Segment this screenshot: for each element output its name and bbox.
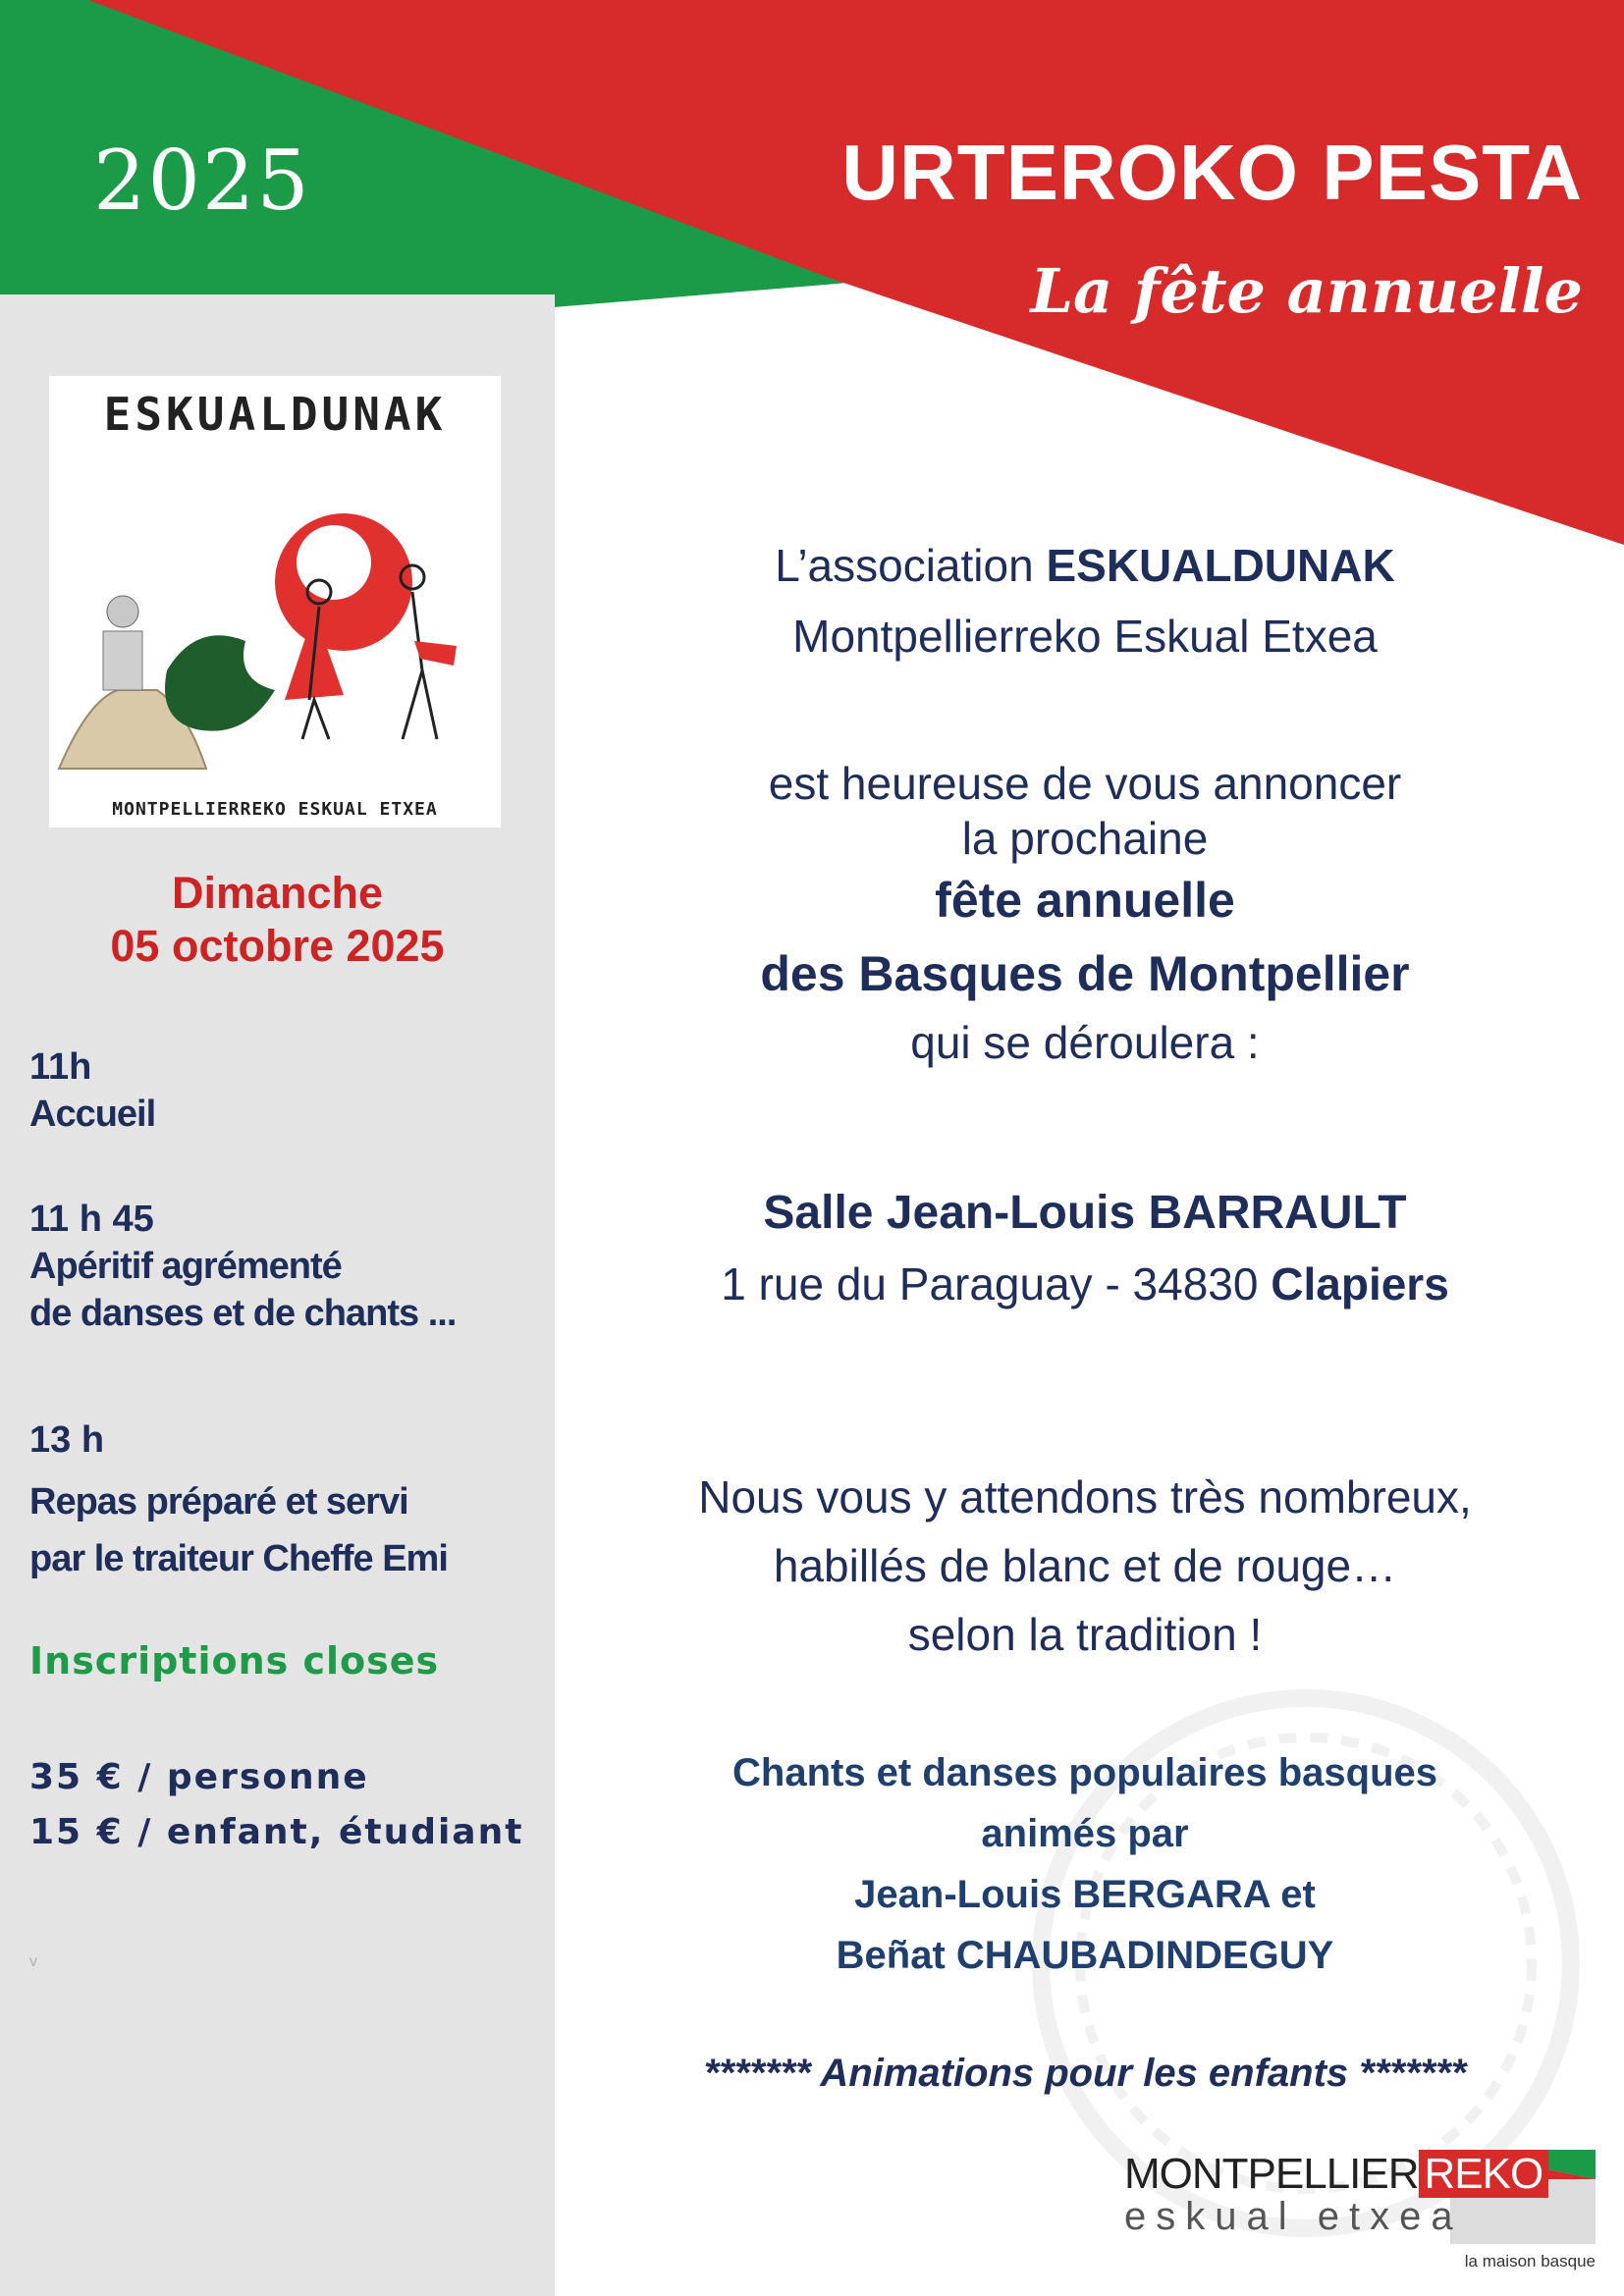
price-child: 15 € / enfant, étudiant (29, 1812, 524, 1852)
logo-sub: eskual etxea (1124, 2195, 1463, 2238)
music-line-2: animés par (981, 1812, 1189, 1855)
announce-line-1: est heureuse de vous annoncer (768, 758, 1402, 809)
music-line-4: Beñat CHAUBADINDEGUY (836, 1934, 1334, 1977)
schedule-item (29, 1043, 155, 1138)
invite-line-1: Nous vous y attendons très nombreux, (698, 1471, 1472, 1522)
venue-city: Clapiers (1271, 1258, 1449, 1309)
schedule-text: Apéritif agrémenté (29, 1246, 342, 1287)
assoc-name: ESKUALDUNAK (1046, 540, 1395, 591)
registration-status: Inscriptions closes (29, 1639, 440, 1682)
stray-mark: v (29, 1953, 37, 1970)
logo-subtitle: MONTPELLIERREKO ESKUAL ETXEA (112, 799, 438, 820)
event-day: Dimanche (171, 868, 384, 918)
schedule-time: 11 h 45 (29, 1199, 154, 1240)
schedule-text: par le traiteur Cheffe Emi (29, 1538, 448, 1579)
logo-tagline: la maison basque (1464, 2252, 1596, 2270)
announce-line-2: la prochaine (961, 813, 1209, 864)
assoc-subtitle: Montpellierreko Eskual Etxea (792, 611, 1378, 662)
music-line-1: Chants et danses populaires basques (732, 1751, 1437, 1794)
venue (589, 1178, 1581, 1319)
assoc-prefix: L’association (775, 540, 1047, 591)
schedule-text: Accueil (29, 1094, 156, 1135)
year-label: 2025 (93, 133, 311, 229)
music-info (589, 1742, 1581, 1986)
montpellierreko-logo (1124, 2150, 1596, 2277)
page-title: URTEROKO PESTA (841, 129, 1583, 216)
page-subtitle: La fête annuelle (1030, 255, 1583, 327)
announce-line-3: qui se déroulera : (910, 1017, 1260, 1068)
logo-city-name: MONTPELLIER (1124, 2150, 1419, 2198)
logo-suffix: REKO (1419, 2150, 1549, 2198)
event-name-1: fête annuelle (935, 873, 1235, 928)
logo-title: ESKUALDUNAK (103, 388, 447, 441)
event-full-date: 05 octobre 2025 (110, 921, 445, 971)
music-line-3: Jean-Louis BERGARA et (854, 1873, 1316, 1916)
schedule-item (29, 1416, 448, 1587)
kids-animations: ******* Animations pour les enfants ******* (703, 2052, 1467, 2095)
association-intro (589, 530, 1581, 671)
association-logo (49, 376, 501, 828)
price-list (29, 1750, 523, 1860)
venue-address (589, 1249, 1581, 1319)
announcement (589, 756, 1581, 1072)
schedule-time: 13 h (29, 1419, 105, 1461)
schedule-text: de danses et de chants ... (29, 1293, 457, 1334)
price-adult: 35 € / personne (29, 1757, 369, 1797)
invite-line-3: selon la tradition ! (907, 1609, 1263, 1660)
invite-line-2: habillés de blanc et de rouge… (773, 1540, 1397, 1591)
venue-name: Salle Jean-Louis BARRAULT (763, 1187, 1407, 1239)
venue-address-prefix: 1 rue du Paraguay - 34830 (721, 1258, 1272, 1309)
dancers-illustration (49, 445, 501, 788)
event-name-2: des Basques de Montpellier (760, 946, 1410, 1001)
schedule-text: Repas préparé et servi (29, 1481, 408, 1522)
logo-city (1124, 2150, 1548, 2199)
invitation (589, 1463, 1581, 1669)
schedule-time: 11h (29, 1046, 92, 1088)
event-date (0, 867, 555, 973)
schedule-item (29, 1196, 456, 1337)
